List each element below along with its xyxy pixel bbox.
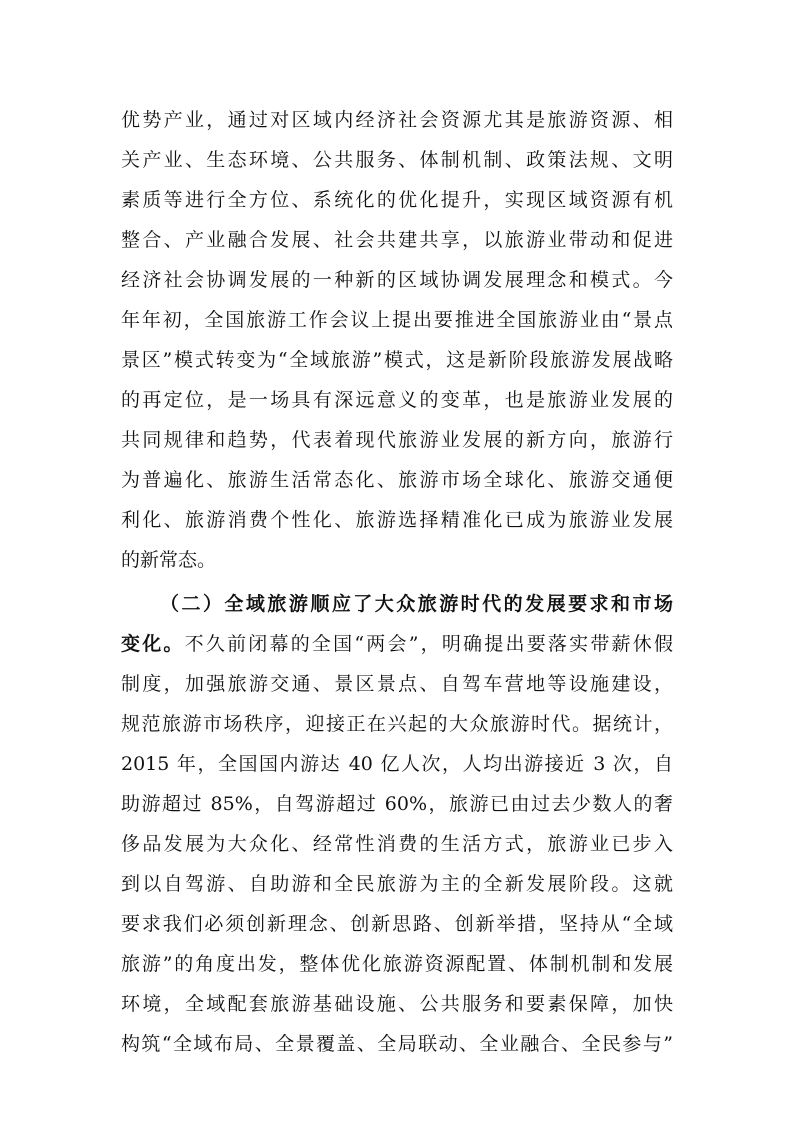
body-text-line: 为普遍化、旅游生活常态化、旅游市场全球化、旅游交通便 — [121, 469, 673, 491]
body-text-line: 2015 年，全国国内游达 40 亿人次，人均出游接近 3 次，自 — [121, 753, 673, 775]
body-text-line: 规范旅游市场秩序，迎接正在兴起的大众旅游时代。据统计， — [121, 713, 673, 735]
body-text-line: 素质等进行全方位、系统化的优化提升，实现区域资源有机 — [121, 189, 673, 211]
body-text-line: 关产业、生态环境、公共服务、体制机制、政策法规、文明 — [121, 149, 673, 171]
body-text-line: 要求我们必须创新理念、创新思路、创新举措，坚持从“全域 — [121, 913, 673, 935]
body-text-line: 利化、旅游消费个性化、旅游选择精准化已成为旅游业发展 — [121, 509, 673, 531]
body-text-line: 侈品发展为大众化、经常性消费的生活方式，旅游业已步入 — [121, 833, 673, 855]
body-text-line: 制度，加强旅游交通、景区景点、自驾车营地等设施建设， — [121, 673, 673, 695]
body-text-line: 年年初，全国旅游工作会议上提出要推进全国旅游业由“景点 — [121, 309, 673, 331]
body-text-line: 到以自驾游、自助游和全民旅游为主的全新发展阶段。这就 — [121, 873, 673, 895]
body-text-line — [121, 624, 673, 664]
body-text-line: 旅游”的角度出发，整体优化旅游资源配置、体制机制和发展 — [121, 953, 673, 975]
body-text-line: 优势产业，通过对区域内经济社会资源尤其是旅游资源、相 — [121, 109, 673, 131]
body-text-line: 的再定位，是一场具有深远意义的变革，也是旅游业发展的 — [121, 389, 673, 411]
body-text-line: 的新常态。 — [121, 549, 217, 571]
body-text-line: 整合、产业融合发展、社会共建共享，以旅游业带动和促进 — [121, 229, 673, 251]
section-heading: （二）全域旅游顺应了大众旅游时代的发展要求和市场 — [160, 593, 673, 615]
body-text-line: 构筑“全域布局、全景覆盖、全局联动、全业融合、全民参与” — [121, 1033, 673, 1055]
body-text-line: 共同规律和趋势，代表着现代旅游业发展的新方向，旅游行 — [121, 429, 673, 451]
body-text-line: 经济社会协调发展的一种新的区域协调发展理念和模式。今 — [121, 269, 673, 291]
body-text-line: 景区”模式转变为“全域旅游”模式，这是新阶段旅游发展战略 — [121, 349, 673, 371]
section-heading-end: 变化。 — [121, 633, 185, 655]
body-text-segment: 不久前闭幕的全国“两会”，明确提出要落实带薪休假 — [184, 633, 673, 655]
body-text-line: 环境，全域配套旅游基础设施、公共服务和要素保障，加快 — [121, 993, 673, 1015]
body-text-line: 助游超过 85%，自驾游超过 60%，旅游已由过去少数人的奢 — [121, 793, 673, 815]
